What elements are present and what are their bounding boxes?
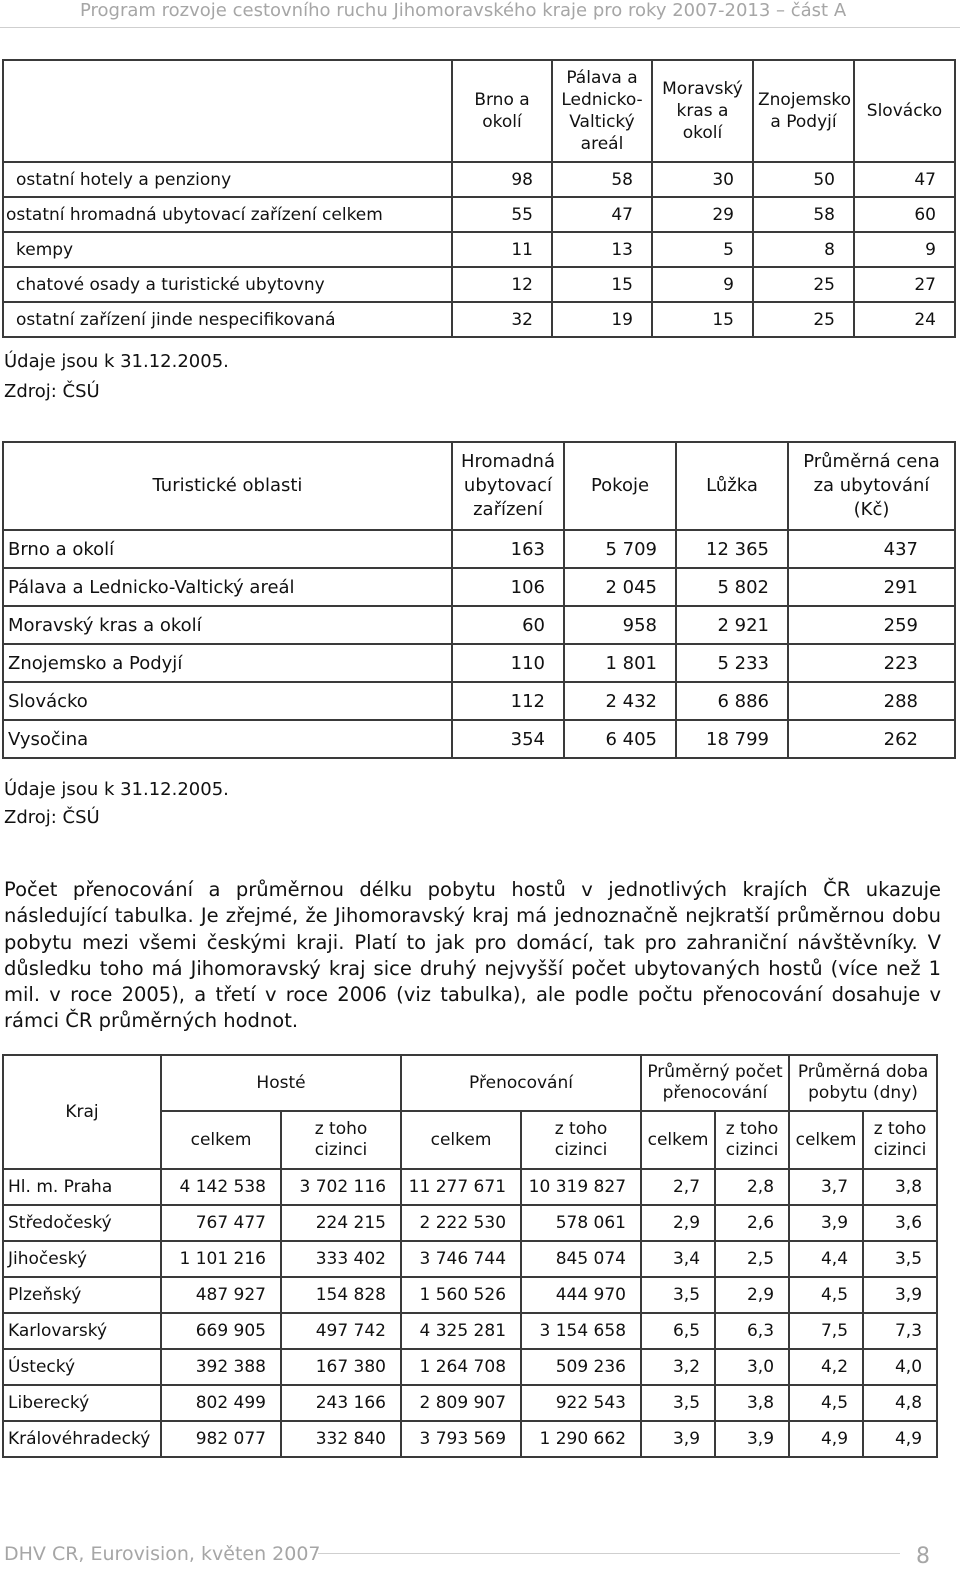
- table-cell: 110: [452, 644, 564, 682]
- table-cell: 30: [652, 162, 753, 197]
- table-row: [3, 606, 955, 644]
- table-cell: 3,9: [641, 1421, 715, 1457]
- table-cell: 4,9: [789, 1421, 863, 1457]
- table-cell: 5 709: [564, 530, 676, 568]
- table-cell: 2 921: [676, 606, 788, 644]
- table-cell: 47: [552, 197, 652, 232]
- table-cell: 11: [452, 232, 552, 267]
- table-row: [3, 1313, 937, 1349]
- table-row: [3, 302, 955, 337]
- table-header-row: [3, 442, 955, 530]
- table-cell: 3,8: [863, 1169, 937, 1205]
- table-cell: 982 077: [161, 1421, 281, 1457]
- column-header: celkem: [401, 1111, 521, 1169]
- table-cell: 392 388: [161, 1349, 281, 1385]
- table-cell: 58: [753, 197, 854, 232]
- table-cell: 4,2: [789, 1349, 863, 1385]
- row-label: Liberecký: [3, 1385, 161, 1421]
- row-label: chatové osady a turistické ubytovny: [3, 267, 452, 302]
- column-header: Pálava a Lednicko-Valtický areál: [552, 60, 652, 162]
- row-label: Středočeský: [3, 1205, 161, 1241]
- body-paragraph: Počet přenocování a průměrnou délku pobytu hostů v jednotlivých krajích ČR ukazuje následující tabulka. Je zřejmé, že Jihomoravský kraj má jednoznačně nejkratší průměrnou dobu pobytu mezi všemi českými kraji. Platí to jak pro domácí, tak pro zahraniční návštěvníky. V důsledku toho má Jihomoravský kraj sice druhý nejvyšší počet ubytovaných hostů (více než 1 mil. v roce 2005), a třetí v roce 2006 (viz tabulka), ale podle počtu přenocování dosahuje v rámci ČR průměrných hodnot.: [4, 878, 941, 1033]
- column-group-header: Průměrný počet přenocování: [641, 1055, 789, 1111]
- column-header: Moravský kras a okolí: [652, 60, 753, 162]
- table-cell: 3 746 744: [401, 1241, 521, 1277]
- table-cell: 19: [552, 302, 652, 337]
- row-label: Královéhradecký: [3, 1421, 161, 1457]
- table-cell: 3,9: [715, 1421, 789, 1457]
- table-cell: 6 886: [676, 682, 788, 720]
- table-cell: 106: [452, 568, 564, 606]
- table-cell: 25: [753, 302, 854, 337]
- column-header: Slovácko: [854, 60, 955, 162]
- running-header: Program rozvoje cestovního ruchu Jihomoravského kraje pro roky 2007-2013 – část A: [0, 0, 960, 28]
- table-header-row: [3, 60, 955, 162]
- table-row: [3, 568, 955, 606]
- table-cell: 1 560 526: [401, 1277, 521, 1313]
- table-cell: 487 927: [161, 1277, 281, 1313]
- table-cell: 291: [788, 568, 955, 606]
- table-row: [3, 1349, 937, 1385]
- column-header: z toho cizinci: [715, 1111, 789, 1169]
- table-cell: 167 380: [281, 1349, 401, 1385]
- table-row: [3, 197, 955, 232]
- column-header: celkem: [789, 1111, 863, 1169]
- row-label: Vysočina: [3, 720, 452, 758]
- table-cell: 4,4: [789, 1241, 863, 1277]
- table-cell: 6,3: [715, 1313, 789, 1349]
- table-cell: 9: [652, 267, 753, 302]
- table-cell: 332 840: [281, 1421, 401, 1457]
- row-label: Plzeňský: [3, 1277, 161, 1313]
- table-cell: 802 499: [161, 1385, 281, 1421]
- table-cell: 3,9: [863, 1277, 937, 1313]
- table-cell: 1 264 708: [401, 1349, 521, 1385]
- row-label: ostatní hromadná ubytovací zařízení celkem: [3, 197, 452, 232]
- table-cell: 6 405: [564, 720, 676, 758]
- row-label: Znojemsko a Podyjí: [3, 644, 452, 682]
- table-cell: 8: [753, 232, 854, 267]
- table-row: [3, 530, 955, 568]
- table-row: [3, 720, 955, 758]
- table-cell: 154 828: [281, 1277, 401, 1313]
- table-cell: 354: [452, 720, 564, 758]
- row-label: kempy: [3, 232, 452, 267]
- table-cell: 4 325 281: [401, 1313, 521, 1349]
- table-cell: 5: [652, 232, 753, 267]
- table-cell: 497 742: [281, 1313, 401, 1349]
- row-label: Pálava a Lednicko-Valtický areál: [3, 568, 452, 606]
- tourist-areas-table: [2, 441, 956, 759]
- table-cell: 2,6: [715, 1205, 789, 1241]
- table-cell: 2,7: [641, 1169, 715, 1205]
- table-cell: 25: [753, 267, 854, 302]
- column-group-header: Přenocování: [401, 1055, 641, 1111]
- table-row: [3, 682, 955, 720]
- page-number: 8: [916, 1544, 930, 1569]
- row-label: ostatní zařízení jinde nespecifikovaná: [3, 302, 452, 337]
- table-cell: 4,5: [789, 1277, 863, 1313]
- data-date-note: Údaje jsou k 31.12.2005.: [4, 351, 229, 372]
- column-header: Pokoje: [564, 442, 676, 530]
- table-cell: 27: [854, 267, 955, 302]
- table-cell: 12: [452, 267, 552, 302]
- row-label: Ústecký: [3, 1349, 161, 1385]
- source-note: Zdroj: ČSÚ: [4, 381, 100, 402]
- column-header: Lůžka: [676, 442, 788, 530]
- table-cell: 3,4: [641, 1241, 715, 1277]
- table-cell: 60: [452, 606, 564, 644]
- table-cell: 7,5: [789, 1313, 863, 1349]
- table-cell: 9: [854, 232, 955, 267]
- table-row: [3, 1277, 937, 1313]
- table-row: [3, 1241, 937, 1277]
- table-cell: 3,0: [715, 1349, 789, 1385]
- column-header: Znojemsko a Podyjí: [753, 60, 854, 162]
- table-cell: 578 061: [521, 1205, 641, 1241]
- table-cell: 224 215: [281, 1205, 401, 1241]
- guests-by-region-table: [2, 1054, 938, 1458]
- table-cell: 6,5: [641, 1313, 715, 1349]
- table-cell: 3,8: [715, 1385, 789, 1421]
- data-date-note: Údaje jsou k 31.12.2005.: [4, 779, 229, 800]
- table-cell: 3,7: [789, 1169, 863, 1205]
- row-label: Jihočeský: [3, 1241, 161, 1277]
- table-cell: 223: [788, 644, 955, 682]
- table-cell: 98: [452, 162, 552, 197]
- table-cell: 2 809 907: [401, 1385, 521, 1421]
- table-row: [3, 1421, 937, 1457]
- table-cell: 262: [788, 720, 955, 758]
- table-cell: 29: [652, 197, 753, 232]
- table-cell: 3 793 569: [401, 1421, 521, 1457]
- column-header: Průměrná cena za ubytování (Kč): [788, 442, 955, 530]
- page-footer: [0, 1540, 960, 1570]
- table-cell: 4,0: [863, 1349, 937, 1385]
- table-row: [3, 644, 955, 682]
- table-cell: 50: [753, 162, 854, 197]
- row-label: ostatní hotely a penziony: [3, 162, 452, 197]
- column-header: z toho cizinci: [863, 1111, 937, 1169]
- table-cell: 3,5: [641, 1277, 715, 1313]
- table-cell: 4,8: [863, 1385, 937, 1421]
- table-cell: 5 802: [676, 568, 788, 606]
- row-label: Karlovarský: [3, 1313, 161, 1349]
- column-header: Kraj: [3, 1055, 161, 1169]
- table-row: [3, 1169, 937, 1205]
- table-cell: 163: [452, 530, 564, 568]
- table-cell: 669 905: [161, 1313, 281, 1349]
- table-cell: 2 222 530: [401, 1205, 521, 1241]
- table-cell: 3,6: [863, 1205, 937, 1241]
- table-cell: 2,5: [715, 1241, 789, 1277]
- footer-text: DHV CR, Eurovision, květen 2007: [4, 1543, 321, 1565]
- table-cell: 32: [452, 302, 552, 337]
- table-cell: 3,2: [641, 1349, 715, 1385]
- table-cell: 958: [564, 606, 676, 644]
- table-cell: 2 432: [564, 682, 676, 720]
- table-cell: 10 319 827: [521, 1169, 641, 1205]
- table-cell: 55: [452, 197, 552, 232]
- table-cell: 2,9: [641, 1205, 715, 1241]
- table-cell: 5 233: [676, 644, 788, 682]
- row-label: Brno a okolí: [3, 530, 452, 568]
- table-cell: 4,5: [789, 1385, 863, 1421]
- table-cell: 18 799: [676, 720, 788, 758]
- table-cell: 1 801: [564, 644, 676, 682]
- table-cell: 1 101 216: [161, 1241, 281, 1277]
- table-header-row: [3, 1055, 937, 1111]
- source-note: Zdroj: ČSÚ: [4, 807, 100, 828]
- table-cell: 7,3: [863, 1313, 937, 1349]
- table-cell: 2,8: [715, 1169, 789, 1205]
- table-cell: 243 166: [281, 1385, 401, 1421]
- table-cell: 3 702 116: [281, 1169, 401, 1205]
- table-cell: 444 970: [521, 1277, 641, 1313]
- column-header: z toho cizinci: [521, 1111, 641, 1169]
- column-header: z toho cizinci: [281, 1111, 401, 1169]
- table-cell: 288: [788, 682, 955, 720]
- table-cell: 767 477: [161, 1205, 281, 1241]
- table-cell: 47: [854, 162, 955, 197]
- column-header: Brno a okolí: [452, 60, 552, 162]
- row-label: Hl. m. Praha: [3, 1169, 161, 1205]
- table-cell: 3,5: [641, 1385, 715, 1421]
- table-cell: 1 290 662: [521, 1421, 641, 1457]
- table-cell: 4 142 538: [161, 1169, 281, 1205]
- column-header: celkem: [641, 1111, 715, 1169]
- table-cell: 922 543: [521, 1385, 641, 1421]
- table-cell: 13: [552, 232, 652, 267]
- table-cell: 11 277 671: [401, 1169, 521, 1205]
- table-cell: 24: [854, 302, 955, 337]
- column-group-header: Průměrná doba pobytu (dny): [789, 1055, 937, 1111]
- table-cell: 12 365: [676, 530, 788, 568]
- footer-divider: [318, 1553, 900, 1554]
- table-cell: 2,9: [715, 1277, 789, 1313]
- table-row: [3, 162, 955, 197]
- table-row: [3, 267, 955, 302]
- table-cell: 112: [452, 682, 564, 720]
- table-cell: 3,5: [863, 1241, 937, 1277]
- table-cell: 58: [552, 162, 652, 197]
- column-header: Hromadná ubytovací zařízení: [452, 442, 564, 530]
- table-cell: 259: [788, 606, 955, 644]
- row-label: Moravský kras a okolí: [3, 606, 452, 644]
- table-cell: 3 154 658: [521, 1313, 641, 1349]
- table-cell: 333 402: [281, 1241, 401, 1277]
- table-cell: 4,9: [863, 1421, 937, 1457]
- table-cell: 437: [788, 530, 955, 568]
- column-header: Turistické oblasti: [3, 442, 452, 530]
- table-row: [3, 232, 955, 267]
- table-row: [3, 1385, 937, 1421]
- table-cell: 3,9: [789, 1205, 863, 1241]
- table-cell: 15: [652, 302, 753, 337]
- table-cell: 15: [552, 267, 652, 302]
- column-header: celkem: [161, 1111, 281, 1169]
- table-cell: 60: [854, 197, 955, 232]
- table-row: [3, 1205, 937, 1241]
- table-cell: 2 045: [564, 568, 676, 606]
- row-label: Slovácko: [3, 682, 452, 720]
- accommodation-by-type-table: [2, 59, 956, 338]
- column-header: [3, 60, 452, 162]
- table-cell: 509 236: [521, 1349, 641, 1385]
- table-cell: 845 074: [521, 1241, 641, 1277]
- column-group-header: Hosté: [161, 1055, 401, 1111]
